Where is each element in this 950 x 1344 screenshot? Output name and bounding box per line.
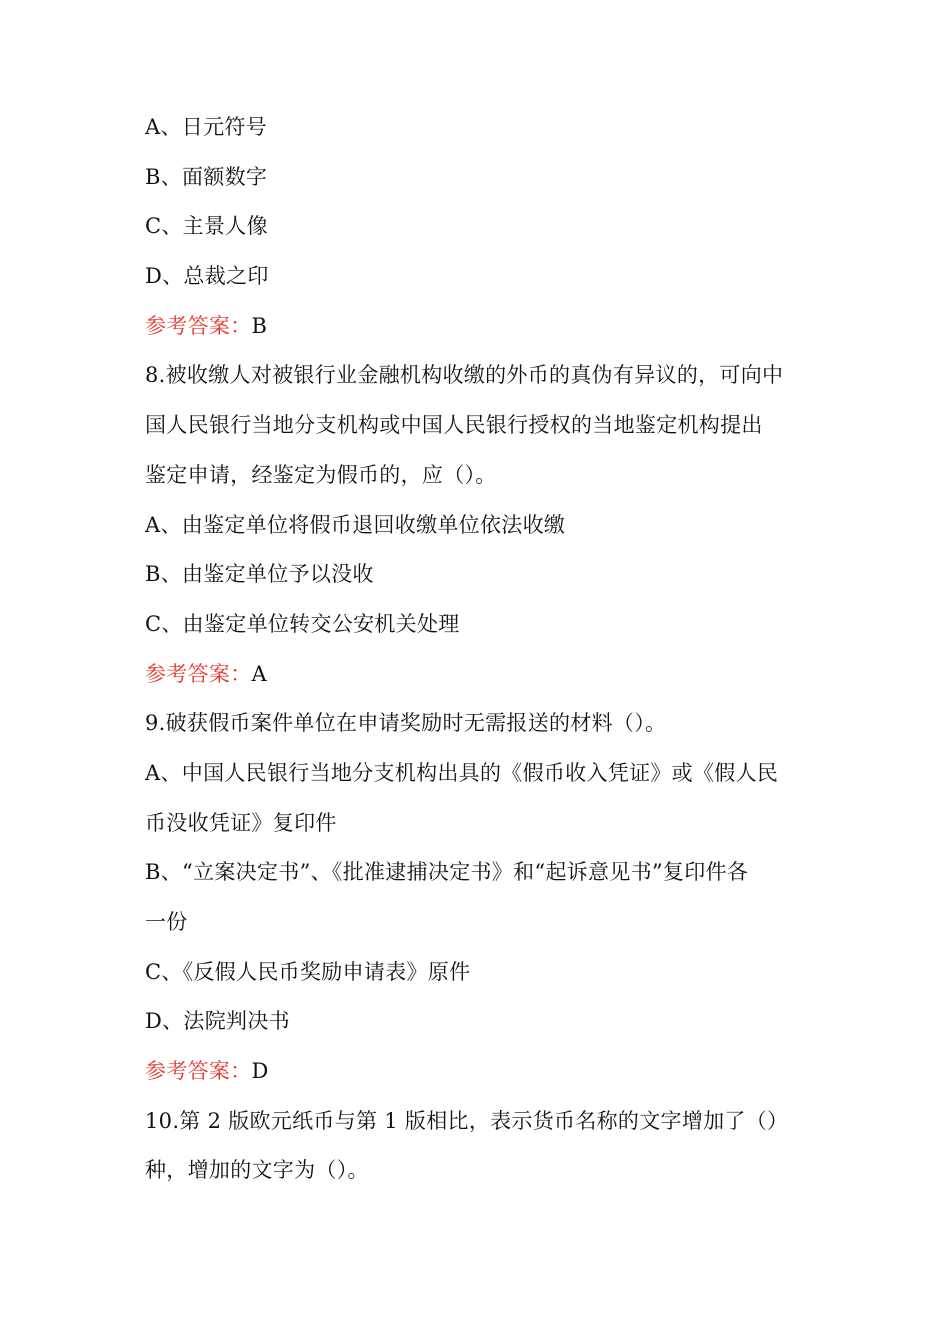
q8-question-line-3: 鉴定申请，经鉴定为假币的，应（）。 (145, 462, 497, 487)
q8-answer-value: A (251, 661, 267, 686)
q9-option-b-line-1: B、“立案决定书”、《批准逮捕决定书》和“起诉意见书”复印件各 (145, 860, 749, 885)
q8-option-b: B、由鉴定单位予以没收 (145, 562, 374, 587)
q8-question-line-2: 国人民银行当地分支机构或中国人民银行授权的当地鉴定机构提出 (145, 413, 763, 438)
q9-answer (145, 1047, 810, 1097)
q9-option-a-line-1: A、中国人民银行当地分支机构出具的《假币收入凭证》或《假人民 (145, 760, 779, 785)
q8-option-c: C、由鉴定单位转交公安机关处理 (145, 611, 460, 636)
q10-question-line-1: 10.第 2 版欧元纸币与第 1 版相比，表示货币名称的文字增加了（） (145, 1108, 789, 1133)
q7-option-a: A、日元符号 (145, 115, 267, 139)
q7-answer-value: B (251, 313, 268, 338)
q9-question-line-1: 9.破获假币案件单位在申请奖励时无需报送的材料（）。 (145, 711, 667, 736)
q8-answer-label: 参考答案： (145, 661, 252, 686)
document-content (145, 103, 810, 1196)
q7-answer-label: 参考答案： (145, 313, 252, 338)
q7-option-c: C、主景人像 (145, 214, 268, 239)
q9-option-b-line-2: 一份 (145, 910, 188, 934)
q9-answer-label: 参考答案： (145, 1059, 252, 1084)
q7-answer (145, 302, 810, 352)
q9-option-a-line-2: 币没收凭证》复印件 (145, 810, 337, 835)
q8-answer (145, 650, 810, 700)
q8-option-a: A、由鉴定单位将假币退回收缴单位依法收缴 (145, 512, 566, 537)
q7-option-b: B、面额数字 (145, 164, 268, 189)
q7-option-d: D、总裁之印 (145, 264, 269, 289)
q8-question-line-1: 8.被收缴人对被银行业金融机构收缴的外币的真伪有异议的，可向中 (145, 363, 784, 388)
q9-answer-value: D (251, 1059, 269, 1084)
q9-option-d: D、法院判决书 (145, 1009, 290, 1034)
q10-question-line-2: 种，增加的文字为（）。 (145, 1158, 369, 1183)
q9-option-c: C、《反假人民币奖励申请表》原件 (145, 959, 471, 984)
